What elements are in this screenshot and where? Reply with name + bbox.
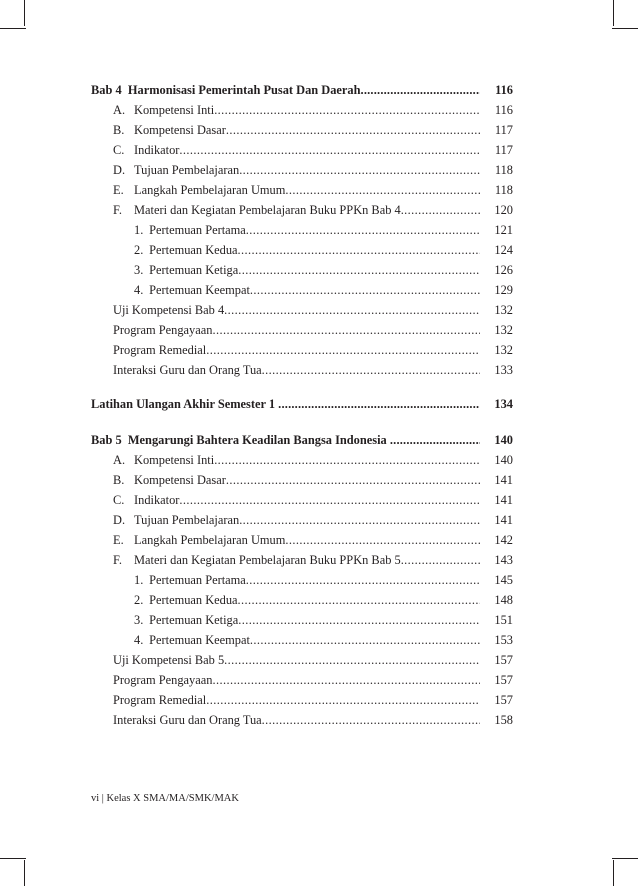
item-letter: F. (113, 203, 122, 217)
item-text: Program Pengayaan (113, 673, 213, 687)
page-number: 116 (494, 103, 513, 117)
item-text: Interaksi Guru dan Orang Tua (113, 713, 262, 727)
item-text: Pertemuan Keempat (149, 283, 250, 297)
page-number: 141 (494, 473, 513, 487)
item-text: Langkah Pembelajaran Umum (134, 533, 286, 547)
page-number: 132 (494, 303, 513, 317)
toc-item[interactable] (91, 160, 516, 180)
crop-mark (0, 28, 26, 29)
table-of-contents (91, 80, 516, 730)
item-text: Kompetensi Inti (134, 453, 215, 467)
toc-item[interactable] (91, 450, 516, 470)
item-letter: F. (113, 553, 122, 567)
item-text: Program Remedial (113, 343, 207, 357)
toc-subitem[interactable] (91, 590, 516, 610)
item-text: Indikator (134, 143, 180, 157)
page-footer: vi | Kelas X SMA/MA/SMK/MAK (91, 793, 239, 804)
crop-mark (24, 0, 25, 26)
item-text: Pertemuan Kedua (149, 593, 238, 607)
toc-subitem[interactable] (91, 280, 516, 300)
crop-mark (613, 0, 614, 26)
item-text: Tujuan Pembelajaran (134, 513, 240, 527)
page-number: 116 (495, 83, 513, 97)
page-number: 141 (494, 493, 513, 507)
item-text: Pertemuan Kedua (149, 243, 238, 257)
toc-item[interactable] (91, 340, 516, 360)
crop-mark (0, 858, 26, 859)
page-number: 158 (494, 713, 513, 727)
toc-item[interactable] (91, 510, 516, 530)
chapter-label: Bab 4 (91, 83, 122, 97)
toc-subitem[interactable] (91, 220, 516, 240)
item-text: Program Remedial (113, 693, 207, 707)
toc-item[interactable] (91, 650, 516, 670)
page-number: 124 (494, 243, 513, 257)
toc-item[interactable] (91, 200, 516, 220)
chapter-heading-bab5[interactable] (91, 430, 516, 450)
page-number: 157 (494, 693, 513, 707)
page-number: 143 (494, 553, 513, 567)
page-number: 121 (494, 223, 513, 237)
toc-item[interactable] (91, 100, 516, 120)
item-text: Program Pengayaan (113, 323, 213, 337)
page-number: 145 (494, 573, 513, 587)
toc-item[interactable] (91, 550, 516, 570)
page-number: 117 (494, 123, 513, 137)
toc-item[interactable] (91, 690, 516, 710)
item-number: 1. (134, 223, 144, 237)
item-number: 2. (134, 243, 144, 257)
page-number: 141 (494, 513, 513, 527)
toc-subitem[interactable] (91, 630, 516, 650)
item-number: 4. (134, 283, 144, 297)
page-number: 134 (494, 397, 513, 411)
item-text: Kompetensi Dasar (134, 123, 226, 137)
item-text: Pertemuan Ketiga (149, 613, 239, 627)
toc-item[interactable] (91, 180, 516, 200)
item-letter: E. (113, 183, 124, 197)
item-letter: B. (113, 123, 125, 137)
toc-item[interactable] (91, 120, 516, 140)
page-number: 120 (494, 203, 513, 217)
page-number: 140 (494, 453, 513, 467)
toc-subitem[interactable] (91, 570, 516, 590)
item-text: Tujuan Pembelajaran (134, 163, 240, 177)
item-text: Kompetensi Dasar (134, 473, 226, 487)
item-text: Kompetensi Inti (134, 103, 215, 117)
item-text: Indikator (134, 493, 180, 507)
crop-mark (24, 860, 25, 886)
page-number: 157 (494, 673, 513, 687)
toc-subitem[interactable] (91, 260, 516, 280)
toc-item[interactable] (91, 670, 516, 690)
item-letter: A. (113, 103, 126, 117)
chapter-title: Mengarungi Bahtera Keadilan Bangsa Indonesia (127, 433, 387, 447)
item-letter: E. (113, 533, 124, 547)
item-text: Materi dan Kegiatan Pembelajaran Buku PPKn Bab 5 (134, 553, 401, 567)
item-number: 2. (134, 593, 144, 607)
crop-mark (612, 28, 638, 29)
item-text: Uji Kompetensi Bab 4 (113, 303, 225, 317)
page-number: 153 (494, 633, 513, 647)
toc-item[interactable] (91, 470, 516, 490)
page-number: 129 (494, 283, 513, 297)
page-number: 140 (494, 433, 513, 447)
item-number: 3. (134, 613, 144, 627)
item-letter: B. (113, 473, 125, 487)
item-text: Uji Kompetensi Bab 5 (113, 653, 225, 667)
item-letter: C. (113, 143, 125, 157)
item-text: Langkah Pembelajaran Umum (134, 183, 286, 197)
page-number: 142 (494, 533, 513, 547)
toc-item[interactable] (91, 360, 516, 380)
chapter-title: Harmonisasi Pemerintah Pusat Dan Daerah (127, 83, 361, 97)
item-number: 3. (134, 263, 144, 277)
item-letter: C. (113, 493, 125, 507)
toc-item[interactable] (91, 710, 516, 730)
page-number: 151 (494, 613, 513, 627)
item-letter: D. (113, 163, 126, 177)
page-number: 126 (494, 263, 513, 277)
item-number: 1. (134, 573, 144, 587)
chapter-label: Bab 5 (91, 433, 122, 447)
item-text: Interaksi Guru dan Orang Tua (113, 363, 262, 377)
crop-mark (612, 858, 638, 859)
item-number: 4. (134, 633, 144, 647)
item-letter: A. (113, 453, 126, 467)
page-number: 157 (494, 653, 513, 667)
chapter-heading-bab4[interactable] (91, 80, 516, 100)
item-text: Pertemuan Ketiga (149, 263, 239, 277)
page-number: 117 (494, 143, 513, 157)
page-number: 132 (494, 343, 513, 357)
page-number: 133 (494, 363, 513, 377)
section-title: Latihan Ulangan Akhir Semester 1 (91, 397, 276, 411)
toc-item[interactable] (91, 320, 516, 340)
page-number: 148 (494, 593, 513, 607)
toc-item[interactable] (91, 300, 516, 320)
item-text: Pertemuan Keempat (149, 633, 250, 647)
section-heading-latihan[interactable] (91, 394, 516, 414)
toc-item[interactable] (91, 140, 516, 160)
page-number: 132 (494, 323, 513, 337)
page-number: 118 (494, 183, 513, 197)
item-text: Pertemuan Pertama (149, 223, 246, 237)
crop-mark (613, 860, 614, 886)
page-number: 118 (494, 163, 513, 177)
toc-item[interactable] (91, 530, 516, 550)
toc-subitem[interactable] (91, 240, 516, 260)
item-text: Pertemuan Pertama (149, 573, 246, 587)
toc-item[interactable] (91, 490, 516, 510)
toc-subitem[interactable] (91, 610, 516, 630)
item-text: Materi dan Kegiatan Pembelajaran Buku PPKn Bab 4 (134, 203, 401, 217)
item-letter: D. (113, 513, 126, 527)
